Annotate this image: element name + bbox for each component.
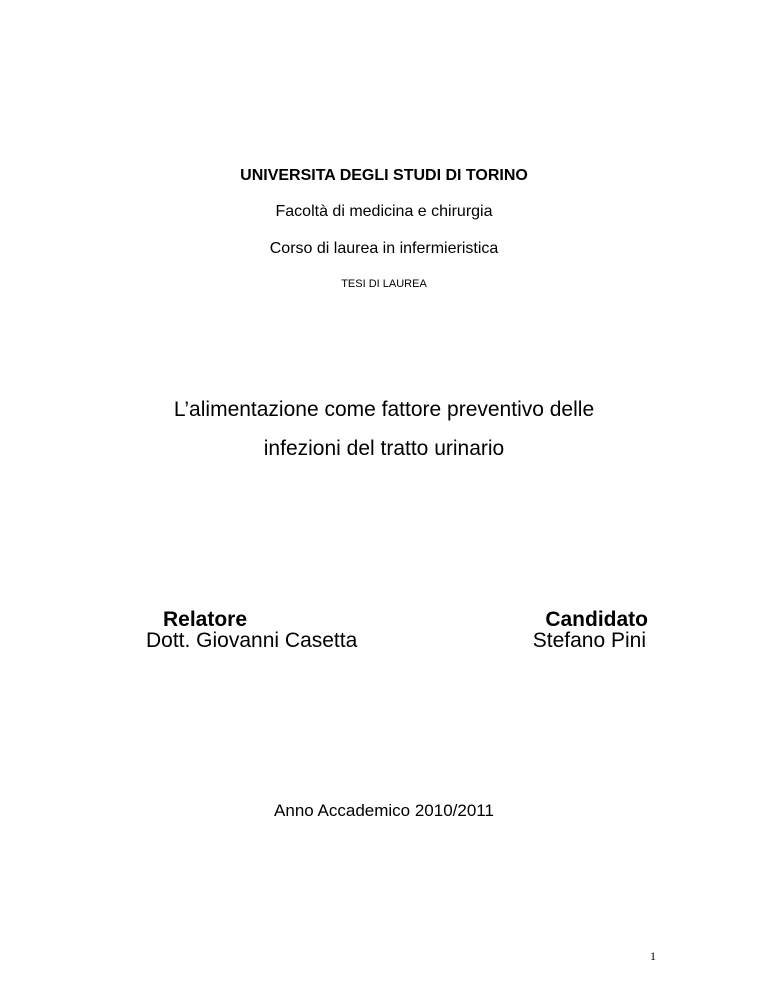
candidate-label: Candidato: [545, 608, 648, 631]
candidate-name: Stefano Pini: [532, 629, 646, 652]
page-number: 1: [650, 949, 656, 963]
supervisor-name: Dott. Giovanni Casetta: [146, 629, 358, 652]
supervisor-label: Relatore: [163, 608, 248, 631]
university-name: UNIVERSITA DEGLI STUDI DI TORINO: [240, 167, 528, 184]
thesis-type: TESI DI LAUREA: [341, 278, 427, 290]
academic-year: Anno Accademico 2010/2011: [274, 801, 494, 820]
thesis-title-line-1: L’alimentazione come fattore preventivo delle: [173, 398, 595, 421]
thesis-title-line-2: infezioni del tratto urinario: [263, 437, 505, 460]
faculty-name: Facoltà di medicina e chirurgia: [275, 203, 493, 220]
course-name: Corso di laurea in infermieristica: [269, 240, 499, 257]
